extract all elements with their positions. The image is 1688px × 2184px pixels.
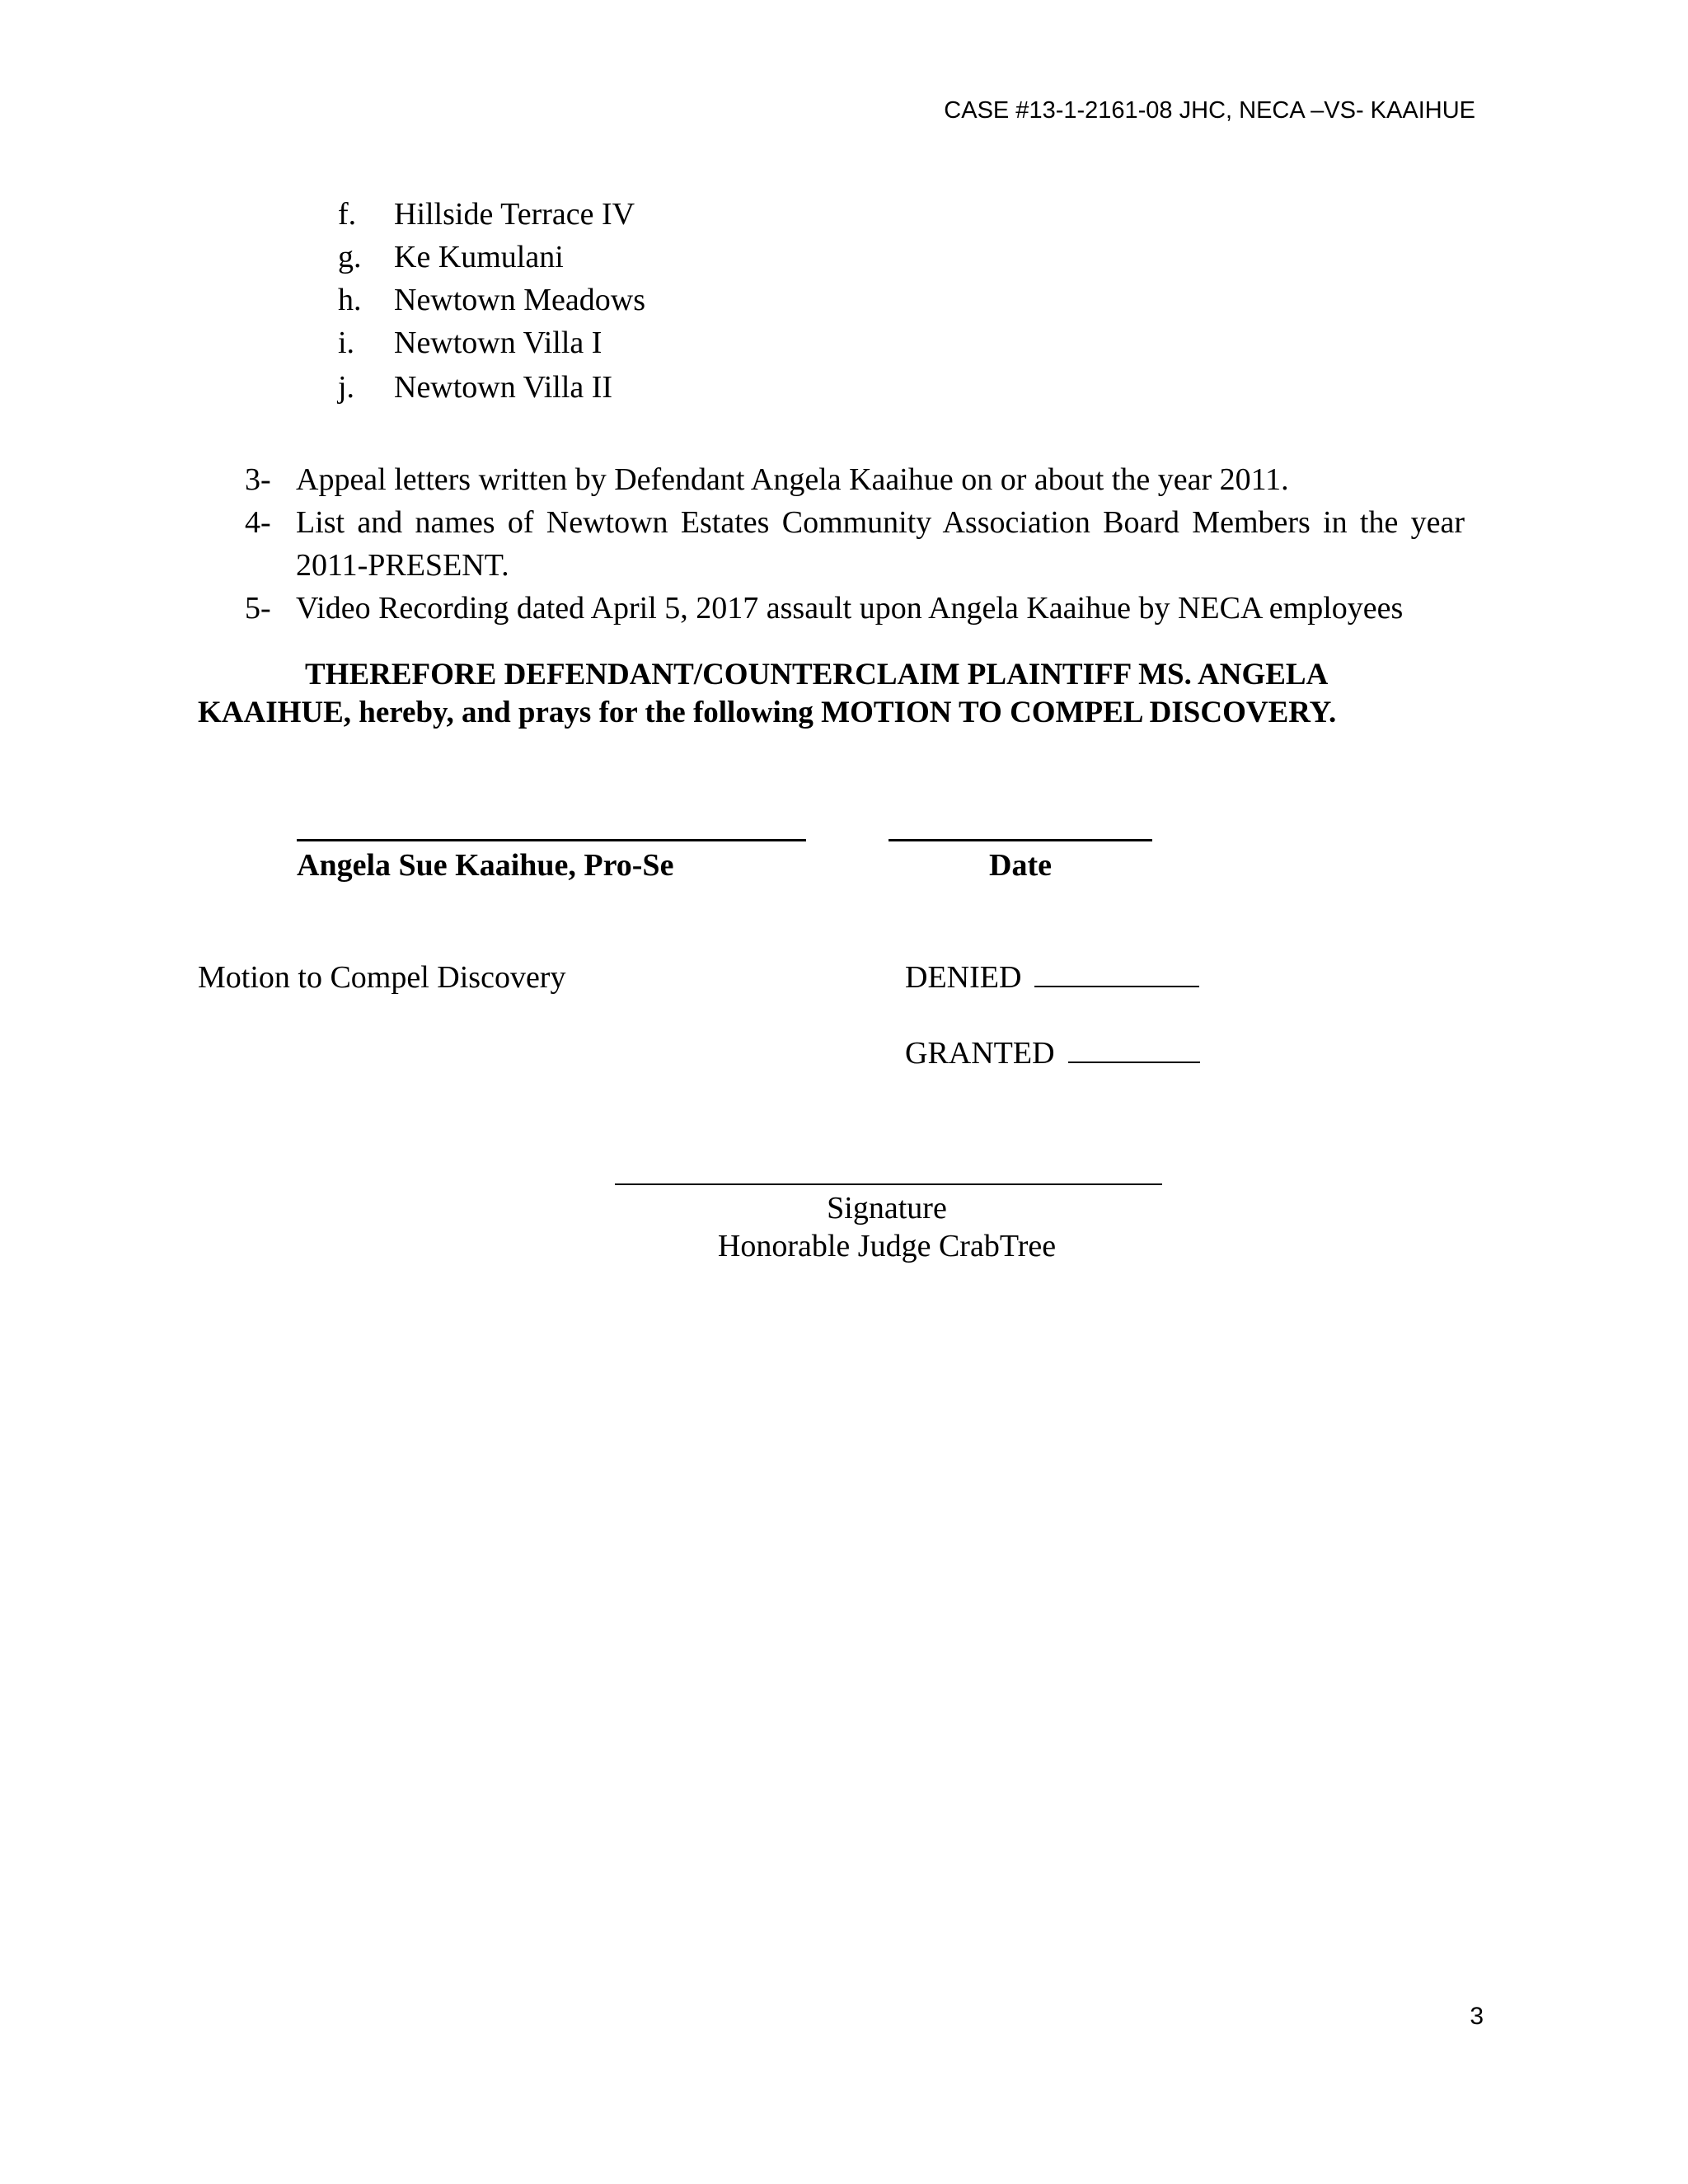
case-header: CASE #13-1-2161-08 JHC, NECA –VS- KAAIHUE bbox=[944, 97, 1475, 124]
list-item-text: Hillside Terrace IV bbox=[394, 197, 635, 232]
signature-line bbox=[297, 839, 806, 841]
judge-signature-line bbox=[615, 1183, 1162, 1185]
granted-blank bbox=[1068, 1037, 1200, 1063]
list-item-letter: h. bbox=[338, 283, 362, 317]
numbered-item-text: List and names of Newtown Estates Community Association Board Members in the year 2011-PRESENT. bbox=[296, 505, 1465, 583]
list-item-text: Newtown Villa I bbox=[394, 326, 603, 360]
numbered-item bbox=[245, 501, 1465, 587]
numbered-item-number: 3- bbox=[245, 462, 271, 497]
denied-option bbox=[905, 959, 1199, 996]
motion-label: Motion to Compel Discovery bbox=[198, 960, 566, 995]
list-item-text: Newtown Meadows bbox=[394, 283, 646, 317]
numbered-item-text: Video Recording dated April 5, 2017 assault upon Angela Kaaihue by NECA employees bbox=[296, 591, 1404, 626]
judge-name: Honorable Judge CrabTree bbox=[717, 1229, 1057, 1263]
signer-name: Angela Sue Kaaihue, Pro-Se bbox=[297, 848, 674, 883]
list-item bbox=[338, 369, 612, 405]
list-item-text: Newtown Villa II bbox=[394, 370, 613, 405]
date-line bbox=[889, 839, 1152, 841]
list-item-letter: i. bbox=[338, 326, 355, 360]
list-item-text: Ke Kumulani bbox=[394, 240, 564, 274]
numbered-item-number: 5- bbox=[245, 591, 271, 626]
list-item-letter: f. bbox=[338, 197, 357, 232]
therefore-paragraph: THEREFORE DEFENDANT/COUNTERCLAIM PLAINTIFF MS. ANGELA KAAIHUE, hereby, and prays for the following MOTION TO COMPEL DISCOVERY. bbox=[198, 658, 1337, 729]
granted-option bbox=[905, 1035, 1200, 1071]
denied-blank bbox=[1034, 961, 1199, 987]
page-number: 3 bbox=[1470, 2003, 1484, 2030]
list-item bbox=[338, 282, 645, 318]
granted-label: GRANTED bbox=[905, 1036, 1055, 1071]
numbered-item-number: 4- bbox=[245, 505, 271, 540]
list-item bbox=[338, 325, 602, 361]
numbered-item bbox=[245, 587, 1465, 630]
denied-label: DENIED bbox=[905, 960, 1022, 995]
numbered-item-text: Appeal letters written by Defendant Angela Kaaihue on or about the year 2011. bbox=[296, 462, 1289, 497]
numbered-item bbox=[245, 458, 1465, 501]
list-item bbox=[338, 239, 564, 275]
signature-label: Signature bbox=[827, 1191, 947, 1226]
list-item bbox=[338, 196, 635, 232]
date-label: Date bbox=[989, 848, 1052, 883]
list-item-letter: g. bbox=[338, 240, 362, 274]
list-item-letter: j. bbox=[338, 370, 355, 405]
